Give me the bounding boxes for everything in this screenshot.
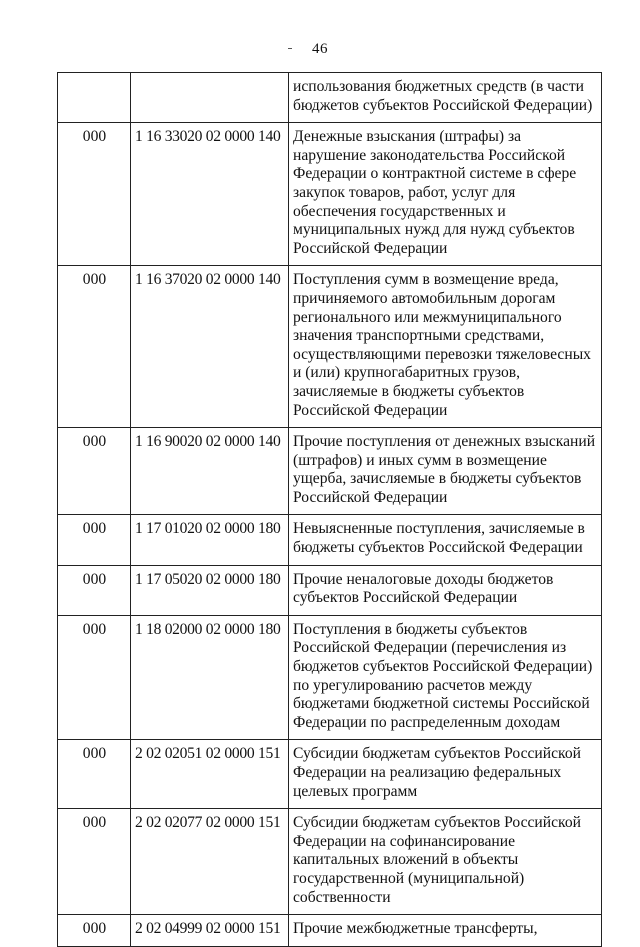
- admin-code-cell: 000: [58, 266, 131, 428]
- table-row: [58, 915, 602, 947]
- budget-classification-table: [57, 72, 602, 947]
- admin-code-cell: 000: [58, 615, 131, 740]
- table-row: [58, 123, 602, 266]
- table-row: [58, 740, 602, 809]
- description-cell: Прочие поступления от денежных взысканий (штрафов) и иных сумм в возмещение ущерба, зачисляемые в бюджеты субъектов Российской Федерации: [289, 428, 602, 515]
- budget-code-cell: 1 16 37020 02 0000 140: [131, 266, 289, 428]
- budget-code-cell: 1 17 01020 02 0000 180: [131, 515, 289, 565]
- table-row: [58, 615, 602, 740]
- page-number: 46: [312, 41, 328, 57]
- budget-code-cell: 1 17 05020 02 0000 180: [131, 565, 289, 615]
- admin-code-cell: [58, 73, 131, 123]
- table-row: [58, 428, 602, 515]
- description-cell: Поступления в бюджеты субъектов Российской Федерации (перечисления из бюджетов субъектов Российской Федерации) по урегулированию расчетов между бюджетами бюджетной системы Российской Федерации по распределенным доходам: [289, 615, 602, 740]
- budget-code-cell: 1 16 90020 02 0000 140: [131, 428, 289, 515]
- table-row: [58, 565, 602, 615]
- description-cell: Прочие неналоговые доходы бюджетов субъектов Российской Федерации: [289, 565, 602, 615]
- budget-code-cell: 2 02 04999 02 0000 151: [131, 915, 289, 947]
- table-row: [58, 515, 602, 565]
- admin-code-cell: 000: [58, 123, 131, 266]
- scan-mark: [288, 48, 292, 49]
- budget-code-cell: 1 16 33020 02 0000 140: [131, 123, 289, 266]
- budget-code-cell: [131, 73, 289, 123]
- description-cell: использования бюджетных средств (в части бюджетов субъектов Российской Федерации): [289, 73, 602, 123]
- description-cell: Невыясненные поступления, зачисляемые в бюджеты субъектов Российской Федерации: [289, 515, 602, 565]
- budget-code-cell: 2 02 02051 02 0000 151: [131, 740, 289, 809]
- table-row: [58, 809, 602, 915]
- description-cell: Денежные взыскания (штрафы) за нарушение законодательства Российской Федерации о контрактной системе в сфере закупок товаров, работ, услуг для обеспечения государственных и муниципальных нужд для нужд субъектов Российской Федерации: [289, 123, 602, 266]
- budget-code-cell: 2 02 02077 02 0000 151: [131, 809, 289, 915]
- budget-code-cell: 1 18 02000 02 0000 180: [131, 615, 289, 740]
- table-row: [58, 73, 602, 123]
- admin-code-cell: 000: [58, 565, 131, 615]
- admin-code-cell: 000: [58, 740, 131, 809]
- admin-code-cell: 000: [58, 428, 131, 515]
- admin-code-cell: 000: [58, 515, 131, 565]
- table-row: [58, 266, 602, 428]
- description-cell: Поступления сумм в возмещение вреда, причиняемого автомобильным дорогам регионального или межмуниципального значения транспортными средствами, осуществляющими перевозки тяжеловесных и (или) крупногабаритных грузов, зачисляемые в бюджеты субъектов Российской Федерации: [289, 266, 602, 428]
- description-cell: Прочие межбюджетные трансферты,: [289, 915, 602, 947]
- admin-code-cell: 000: [58, 809, 131, 915]
- description-cell: Субсидии бюджетам субъектов Российской Федерации на реализацию федеральных целевых программ: [289, 740, 602, 809]
- admin-code-cell: 000: [58, 915, 131, 947]
- description-cell: Субсидии бюджетам субъектов Российской Федерации на софинансирование капитальных вложений в объекты государственной (муниципальной) собственности: [289, 809, 602, 915]
